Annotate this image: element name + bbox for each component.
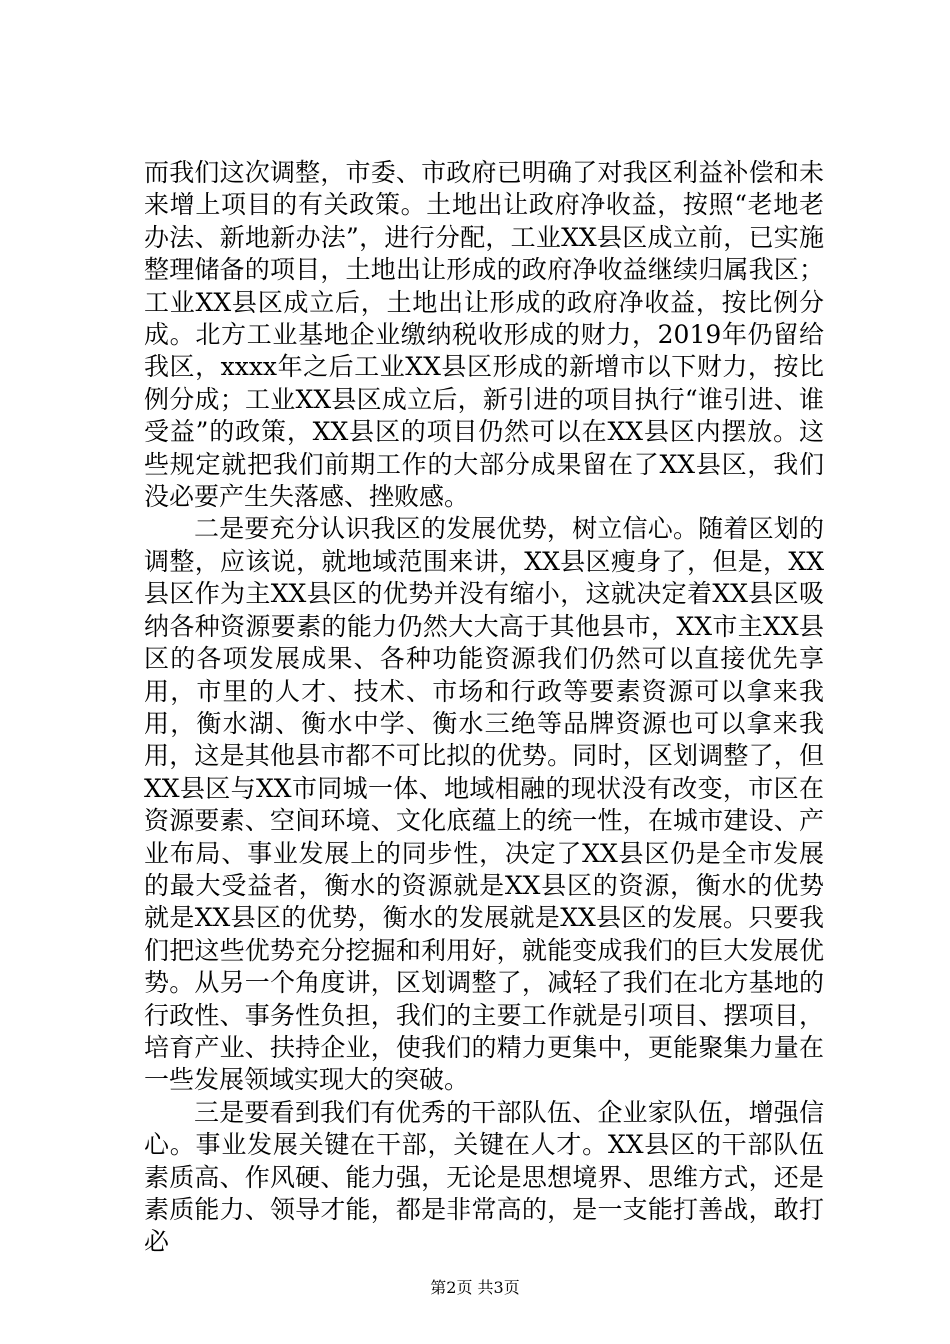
paragraph-cadre-team: 三是要看到我们有优秀的干部队伍、企业家队伍，增强信心。事业发展关键在干部，关键在人才。XX县区的干部队伍素质高、作风硬、能力强，无论是思想境界、思维方式，还是素质能力、领导才能，都是非常高的，是一支能打善战，敢打必 [144,1097,824,1257]
page-number-footer: 第2页 共3页 [430,1278,520,1297]
paragraph-continuation: 而我们这次调整，市委、市政府已明确了对我区利益补偿和未来增上项目的有关政策。土地出让政府净收益，按照“老地老办法、新地新办法”，进行分配，工业XX县区成立前，已实施整理储备的项目，土地出让形成的政府净收益继续归属我区；工业XX县区成立后，土地出让形成的政府净收益，按比例分成。北方工业基地企业缴纳税收形成的财力，2019年仍留给我区，xxxx年之后工业XX县区形成的新增市以下财力，按比例分成；工业XX县区成立后，新引进的项目执行“谁引进、谁受益”的政策，XX县区的项目仍然可以在XX县区内摆放。这些规定就把我们前期工作的大部分成果留在了XX县区，我们没必要产生失落感、挫败感。 [144,158,824,512]
paragraph-development-advantage: 二是要充分认识我区的发展优势，树立信心。随着区划的调整，应该说，就地域范围来讲，XX县区瘦身了，但是，XX县区作为主XX县区的优势并没有缩小，这就决定着XX县区吸纳各种资源要素的能力仍然大大高于其他县市，XX市主XX县区的各项发展成果、各种功能资源我们仍然可以直接优先享用，市里的人才、技术、市场和行政等要素资源可以拿来我用，衡水湖、衡水中学、衡水三绝等品牌资源也可以拿来我用，这是其他县市都不可比拟的优势。同时，区划调整了，但XX县区与XX市同城一体、地域相融的现状没有改变，市区在资源要素、空间环境、文化底蕴上的统一性，在城市建设、产业布局、事业发展上的同步性，决定了XX县区仍是全市发展的最大受益者，衡水的资源就是XX县区的资源，衡水的优势就是XX县区的优势，衡水的发展就是XX县区的发展。只要我们把这些优势充分挖掘和利用好，就能变成我们的巨大发展优势。从另一个角度讲，区划调整了，减轻了我们在北方基地的行政性、事务性负担，我们的主要工作就是引项目、摆项目，培育产业、扶持企业，使我们的精力更集中，更能聚集力量在一些发展领域实现大的突破。 [144,514,824,1095]
body-text [144,157,824,1259]
